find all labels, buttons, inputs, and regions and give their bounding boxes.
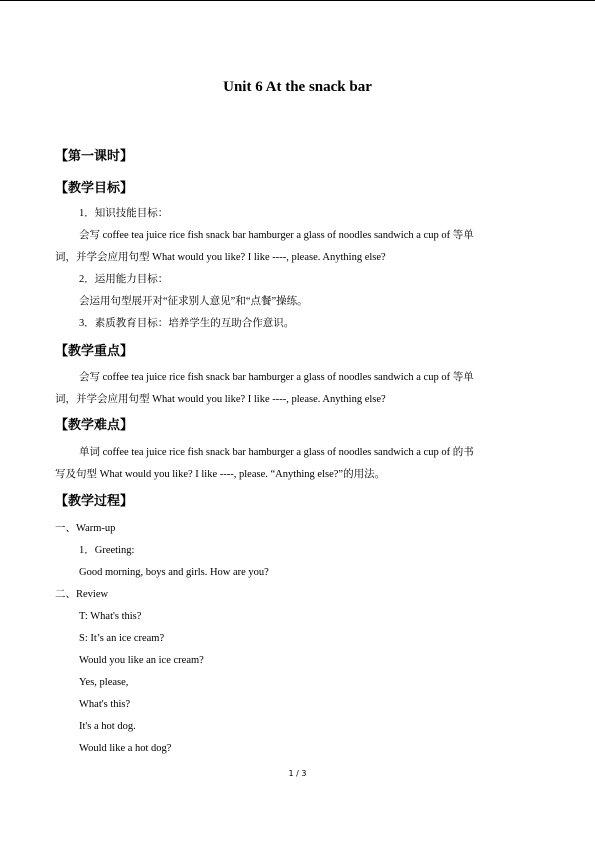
section-heading-key-points: 【教学重点】: [55, 344, 134, 359]
goal-item-2-line-1: 会运用句型展开对“征求别人意见”和“点餐”操练。: [79, 296, 308, 307]
dialogue-line: What's this?: [79, 699, 131, 710]
section-heading-goals: 【教学目标】: [55, 181, 134, 196]
document-title: Unit 6 At the snack bar: [223, 79, 372, 95]
goal-item-2: 2．运用能力目标：: [79, 274, 169, 285]
dialogue-line: S: It’s an ice cream?: [79, 633, 165, 644]
dialogue-line: It's a hot dog.: [79, 721, 136, 732]
section-heading-process: 【教学过程】: [55, 494, 134, 509]
difficulties-line-2: 写及句型 What would you like? I like ----, please. “Anything else?”的用法。: [55, 469, 386, 480]
difficulties-line-1: 单词 coffee tea juice rice fish snack bar hamburger a glass of noodles sandwich a cup of 的书: [79, 447, 474, 458]
dialogue-line: Would like a hot dog?: [79, 743, 172, 754]
page-number: 1 / 3: [288, 769, 307, 778]
process-greeting-item: 1．Greeting:: [79, 545, 135, 556]
section-heading-difficulties: 【教学难点】: [55, 418, 134, 433]
goal-item-1: 1．知识技能目标：: [79, 208, 169, 219]
dialogue-line: Would you like an ice cream?: [79, 655, 204, 666]
dialogue-line: Yes, please,: [79, 677, 129, 688]
process-part-warm-up: 一、Warm-up: [55, 523, 116, 534]
key-points-line-1: 会写 coffee tea juice rice fish snack bar hamburger a glass of noodles sandwich a cup of 等单: [79, 372, 474, 383]
goal-item-1-line-2: 词，并学会应用句型 What would you like? I like ----, please. Anything else?: [55, 252, 386, 263]
goal-item-1-line-1: 会写 coffee tea juice rice fish snack bar hamburger a glass of noodles sandwich a cup of 等单: [79, 230, 474, 241]
section-heading-lesson: 【第一课时】: [55, 149, 134, 164]
process-greeting-text: Good morning, boys and girls. How are you?: [79, 567, 269, 578]
key-points-line-2: 词，并学会应用句型 What would you like? I like ----, please. Anything else?: [55, 394, 386, 405]
goal-item-3: 3．素质教育目标：培养学生的互助合作意识。: [79, 318, 295, 329]
dialogue-line: T: What's this?: [79, 611, 142, 622]
process-part-review: 二、Review: [55, 589, 109, 600]
